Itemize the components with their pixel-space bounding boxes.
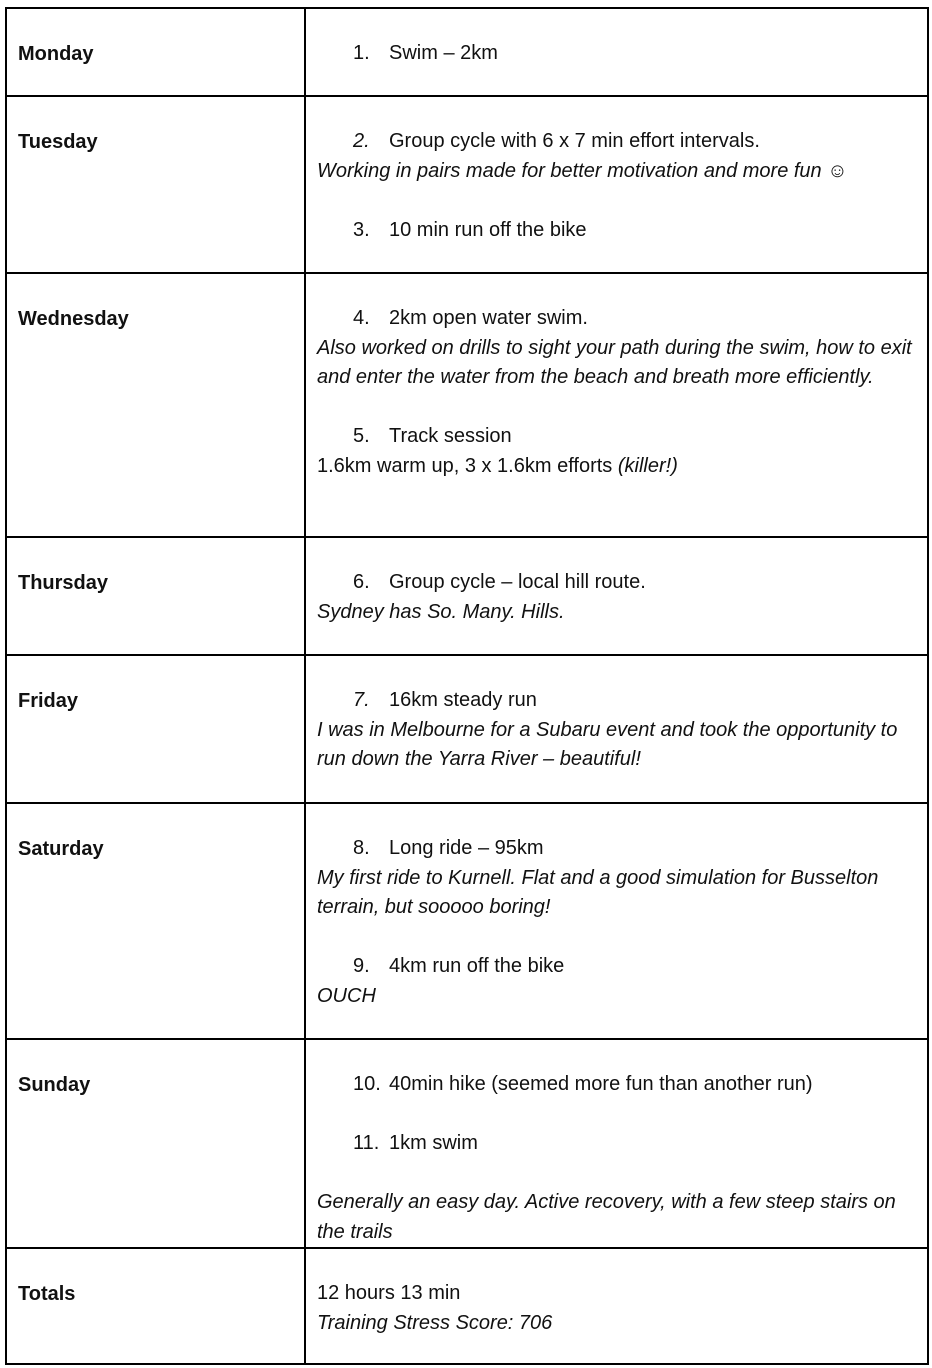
activity-cell xyxy=(305,273,928,537)
item-text: 16km steady run xyxy=(389,689,537,711)
item-note: My first ride to Kurnell. Flat and a good simulation for Busselton terrain, but sooooo boring! xyxy=(317,866,879,918)
list-item xyxy=(317,686,919,716)
activity-cell xyxy=(305,655,928,803)
item-text: Group cycle – local hill route. xyxy=(389,571,646,593)
day-label: Monday xyxy=(18,43,94,65)
day-cell xyxy=(6,537,305,655)
item-number: 3. xyxy=(353,218,370,241)
item-number: 5. xyxy=(353,425,370,447)
item-note: I was in Melbourne for a Subaru event and took the opportunity to run down the Yarra River – beautiful! xyxy=(317,718,898,770)
list-item xyxy=(317,422,919,452)
activity-cell xyxy=(305,803,928,1039)
table-row xyxy=(6,273,928,537)
list-item xyxy=(317,304,919,334)
item-text: Track session xyxy=(389,425,512,447)
day-cell xyxy=(6,1248,305,1364)
detail-text: 1.6km warm up, 3 x 1.6km efforts xyxy=(317,454,613,477)
smiley-icon: ☺ xyxy=(827,159,848,182)
list-item xyxy=(317,39,919,69)
day-cell xyxy=(6,273,305,537)
table-row xyxy=(6,803,928,1039)
list-item xyxy=(317,834,919,864)
item-number: 8. xyxy=(353,837,370,859)
item-text: Swim – 2km xyxy=(389,42,498,64)
item-number: 2. xyxy=(353,130,370,152)
day-label: Friday xyxy=(18,690,79,712)
item-text: 2km open water swim. xyxy=(389,307,588,329)
list-item xyxy=(317,568,919,598)
table-row xyxy=(6,1248,928,1364)
day-summary-note: Generally an easy day. Active recovery, with a few steep stairs on the trails xyxy=(317,1191,896,1243)
item-number: 7. xyxy=(353,689,370,711)
table-row xyxy=(6,96,928,273)
activity-cell xyxy=(305,1039,928,1248)
activity-cell xyxy=(305,537,928,655)
item-text: 4km run off the bike xyxy=(389,955,565,977)
table-row xyxy=(6,655,928,803)
totals-cell xyxy=(305,1248,928,1364)
totals-label: Totals xyxy=(18,1283,76,1305)
activity-cell xyxy=(305,8,928,96)
item-note: Also worked on drills to sight your path during the swim, how to exit and enter the water from the beach and breath more efficiently. xyxy=(317,336,912,388)
day-cell xyxy=(6,96,305,273)
day-cell xyxy=(6,1039,305,1248)
item-detail xyxy=(317,452,919,482)
day-cell xyxy=(6,803,305,1039)
list-item xyxy=(317,127,919,157)
day-cell xyxy=(6,655,305,803)
training-stress-score: Training Stress Score: 706 xyxy=(317,1311,553,1334)
item-text: 40min hike (seemed more fun than another run) xyxy=(389,1073,813,1095)
item-text: Group cycle with 6 x 7 min effort intervals. xyxy=(389,130,760,152)
list-item xyxy=(317,216,919,246)
item-note: OUCH xyxy=(317,984,376,1007)
day-label: Saturday xyxy=(18,838,104,860)
day-label: Thursday xyxy=(18,572,109,594)
item-note xyxy=(317,157,919,187)
item-number: 4. xyxy=(353,307,370,329)
item-number: 1. xyxy=(353,42,370,64)
table-row xyxy=(6,537,928,655)
list-item xyxy=(317,1129,919,1159)
note-text: Working in pairs made for better motivation and more fun xyxy=(317,159,822,182)
table-row xyxy=(6,1039,928,1248)
training-week-table xyxy=(5,7,929,1365)
list-item xyxy=(317,952,919,982)
activity-cell xyxy=(305,96,928,273)
item-number: 11. xyxy=(353,1132,380,1154)
item-number: 10. xyxy=(353,1073,381,1095)
day-cell xyxy=(6,8,305,96)
item-number: 9. xyxy=(353,955,370,977)
total-time: 12 hours 13 min xyxy=(317,1282,461,1304)
item-text: Long ride – 95km xyxy=(389,837,544,859)
item-text: 10 min run off the bike xyxy=(389,218,587,241)
item-text: 1km swim xyxy=(389,1132,478,1154)
table-row xyxy=(6,8,928,96)
detail-italic-text: (killer!) xyxy=(617,454,678,477)
item-number: 6. xyxy=(353,571,370,593)
day-label: Tuesday xyxy=(18,131,98,153)
day-label: Wednesday xyxy=(18,308,129,330)
day-label: Sunday xyxy=(18,1074,91,1096)
list-item xyxy=(317,1070,919,1100)
item-note: Sydney has So. Many. Hills. xyxy=(317,600,565,623)
